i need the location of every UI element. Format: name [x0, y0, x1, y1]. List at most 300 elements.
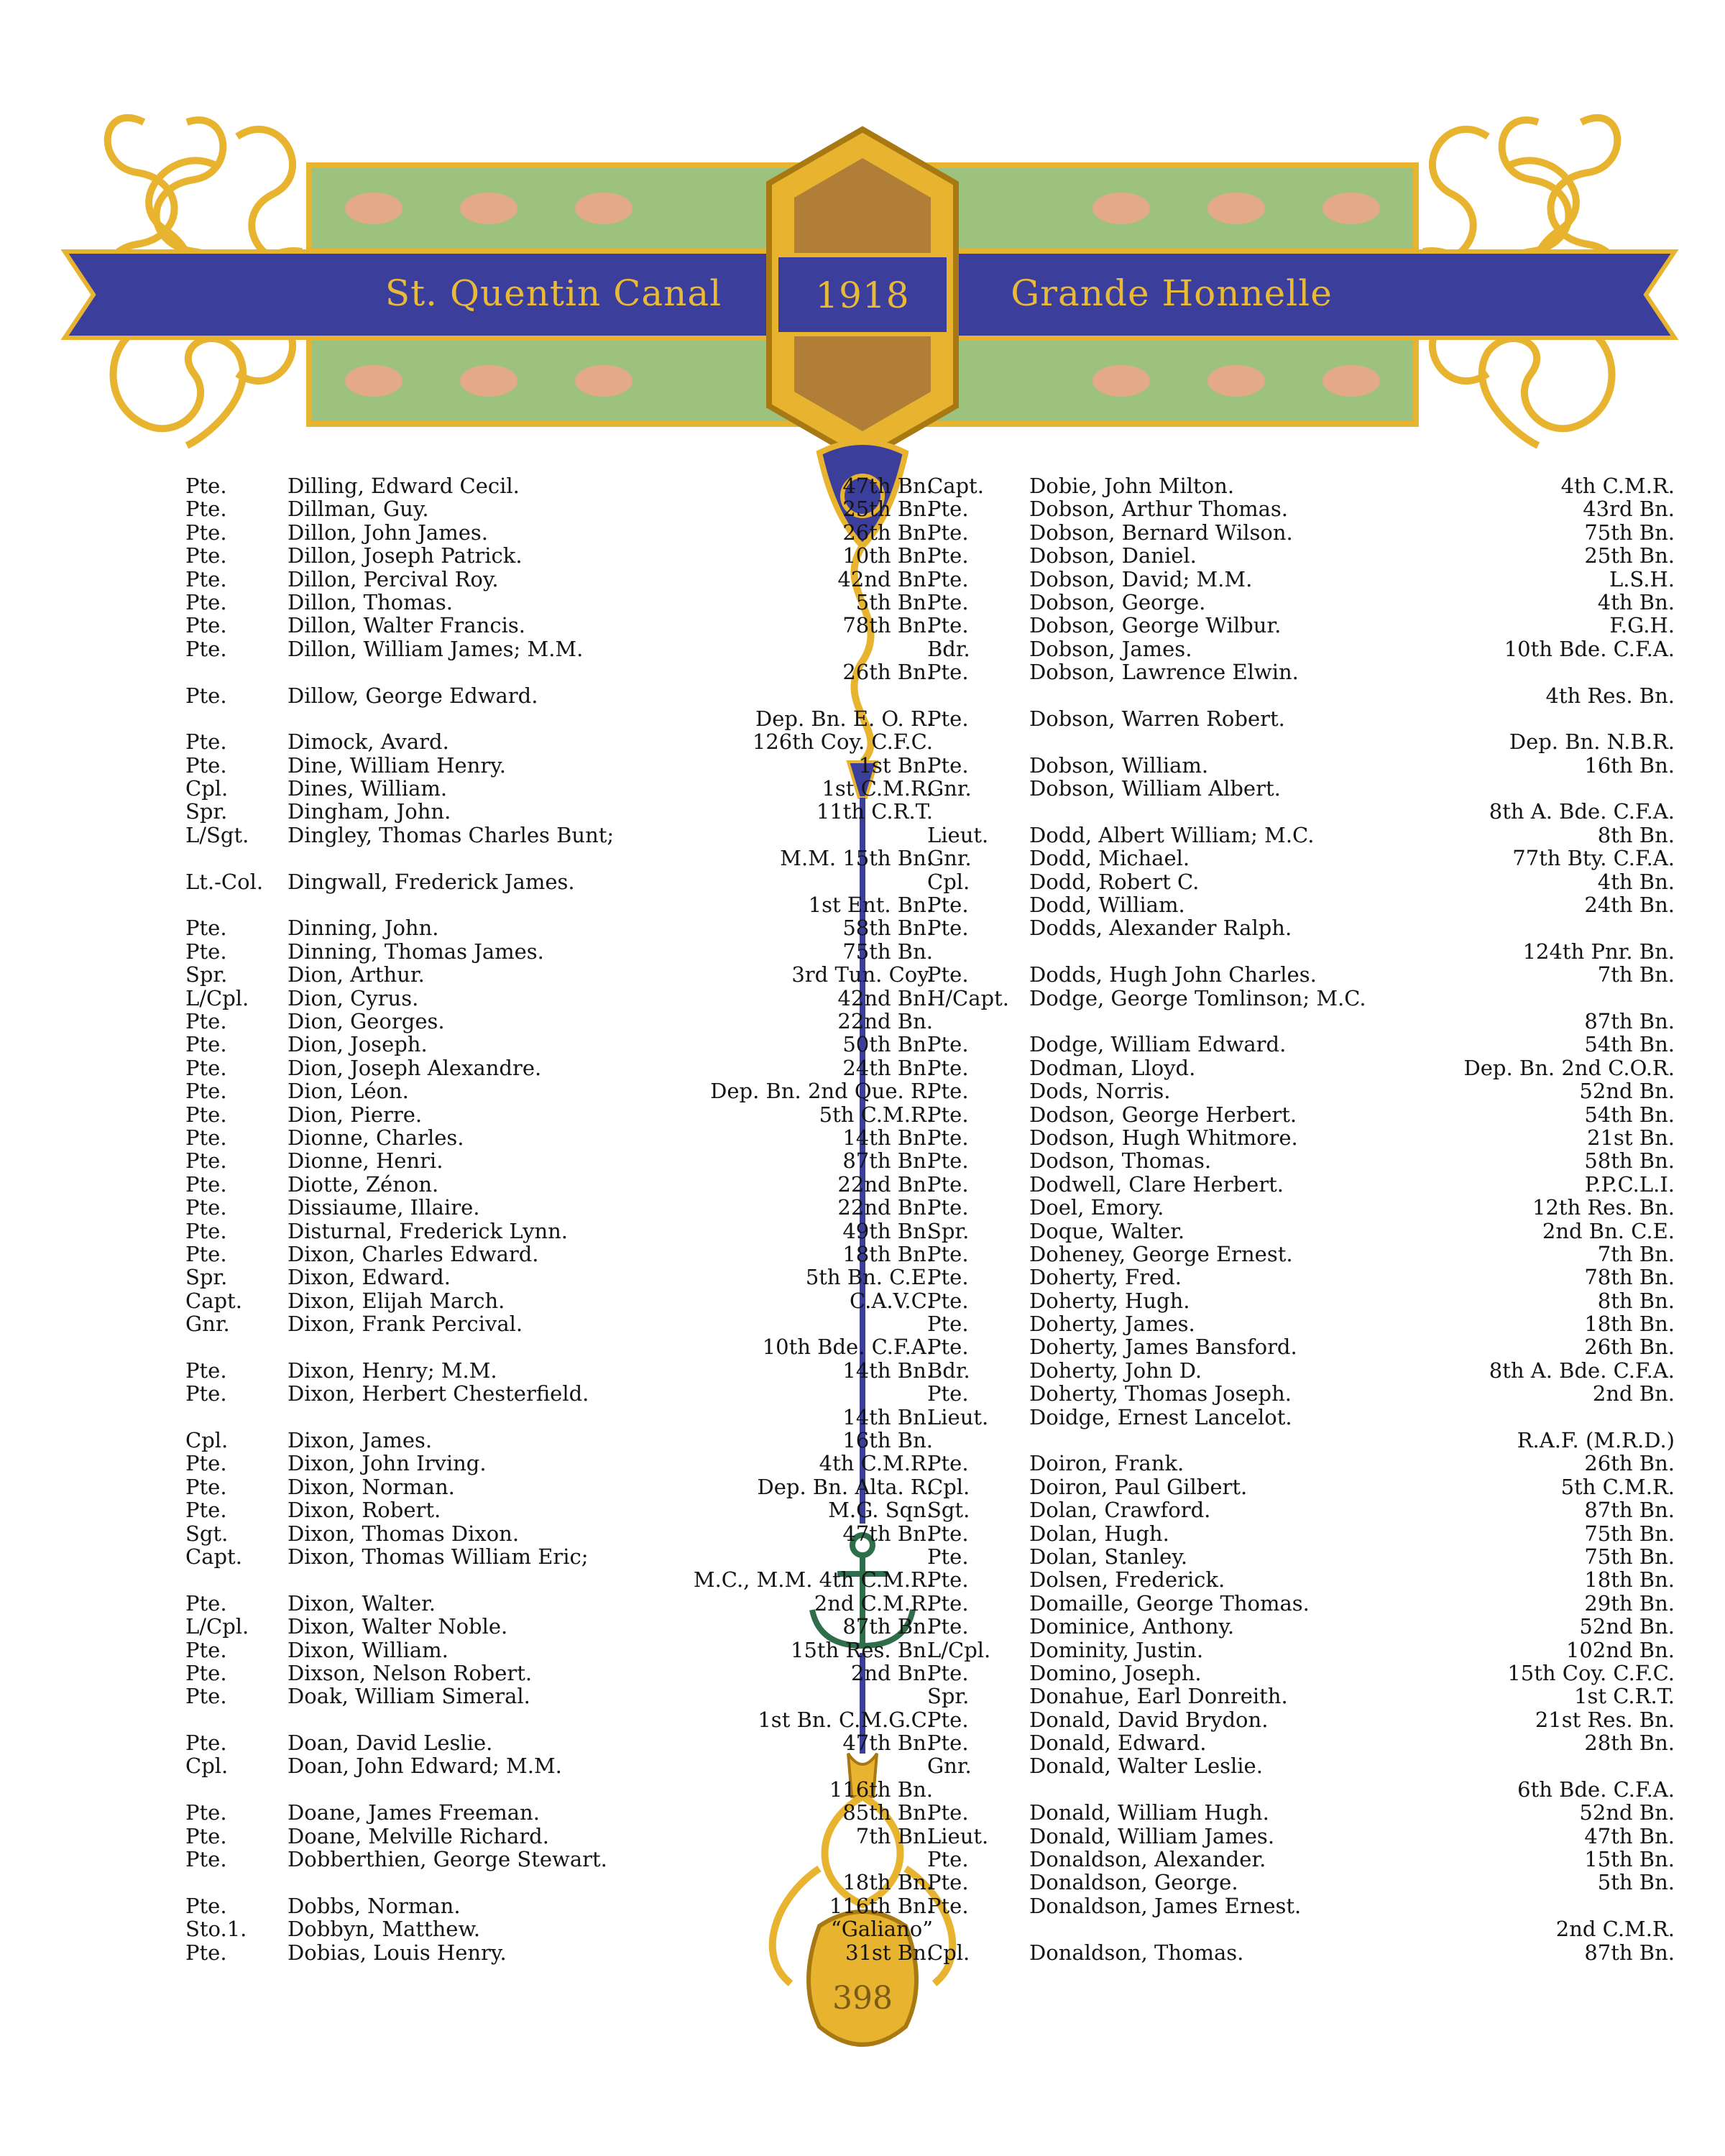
roll-entry-continuation [185, 707, 933, 730]
unit-label: 28th Bn. [1584, 1731, 1675, 1756]
unit-label-continued: 8th A. Bde. C.F.A. [1489, 799, 1675, 824]
rank-label: Pte. [927, 1265, 969, 1290]
roll-entry-line [185, 1033, 933, 1056]
unit-label-continued: 26th Bn. [842, 660, 933, 685]
soldier-name: Doherty, James Bansford. [1029, 1335, 1297, 1360]
roll-entry [185, 637, 933, 684]
unit-label: 5th Bn. [1597, 1870, 1675, 1895]
roll-entry-line [185, 1475, 933, 1498]
soldier-name: Dion, Pierre. [288, 1102, 423, 1127]
roll-entry-line [185, 1289, 933, 1312]
rank-label: Pte. [927, 1381, 969, 1406]
unit-label: Dep. Bn. Alta. R. [757, 1474, 933, 1499]
roll-entry-line [927, 1708, 1675, 1731]
roll-entry-line [927, 1382, 1675, 1405]
roll-entry-line [185, 1825, 933, 1848]
roll-entry-continuation [185, 1568, 933, 1591]
roll-entry [185, 870, 933, 917]
roll-entry [927, 987, 1675, 1033]
roll-entry-line [185, 1243, 933, 1266]
rank-label: Capt. [185, 1288, 242, 1313]
rank-label: Pte. [185, 729, 227, 755]
roll-entry-line [927, 637, 1675, 660]
rank-label: Pte. [185, 939, 227, 964]
roll-entry-line [927, 1639, 1675, 1662]
roll-entry-line [927, 1801, 1675, 1824]
rank-label: Lieut. [927, 1823, 989, 1848]
soldier-name: Dion, Georges. [288, 1008, 445, 1033]
soldier-name: Dine, William Henry. [288, 752, 506, 778]
roll-entry [927, 1382, 1675, 1405]
rank-label: Cpl. [185, 1428, 229, 1453]
roll-entry [185, 614, 933, 637]
rank-label: L/Sgt. [185, 822, 249, 847]
roll-entry-line [927, 1312, 1675, 1335]
rank-label: Pte. [927, 1125, 969, 1150]
rank-label: Pte. [185, 1032, 227, 1057]
roll-entry [927, 591, 1675, 614]
unit-label: 1st C.R.T. [1574, 1684, 1675, 1709]
rank-label: Spr. [185, 962, 228, 987]
unit-label: 87th Bn. [1584, 1940, 1675, 1965]
soldier-name: Dixon, Henry; M.M. [288, 1358, 497, 1383]
soldier-name: Dillon, Joseph Patrick. [288, 543, 523, 568]
roll-entry [927, 777, 1675, 824]
soldier-name: Dodd, Michael. [1029, 846, 1190, 871]
soldier-name: Dobson, William. [1029, 752, 1209, 778]
roll-entry-line [185, 1754, 933, 1777]
soldier-name: Dobson, Warren Robert. [1029, 706, 1285, 731]
unit-label: 47th Bn. [1584, 1823, 1675, 1848]
roll-entry-line [927, 497, 1675, 520]
rank-label: Pte. [927, 1521, 969, 1546]
rank-label: Pte. [185, 1195, 227, 1220]
roll-entry [927, 1685, 1675, 1708]
roll-entry [927, 1894, 1675, 1941]
roll-entry-line [927, 1568, 1675, 1591]
rank-label: Sgt. [927, 1498, 970, 1523]
roll-entry-line [185, 1662, 933, 1685]
roll-entry [927, 1848, 1675, 1871]
unit-label: 2nd Bn. C.E. [1542, 1218, 1675, 1243]
roll-entry [927, 1522, 1675, 1545]
roll-entry [185, 1731, 933, 1754]
roll-entry-continuation [185, 847, 933, 870]
roll-entry [927, 1708, 1675, 1731]
roll-entry-line [927, 1545, 1675, 1568]
soldier-name: Dods, Norris. [1029, 1079, 1171, 1104]
roll-entry [185, 963, 933, 986]
unit-label: 85th Bn. [842, 1800, 933, 1825]
roll-entry [927, 707, 1675, 754]
unit-label: “Galiano” [830, 1917, 933, 1942]
roll-entry [185, 824, 933, 870]
soldier-name: Dodwell, Clare Herbert. [1029, 1171, 1284, 1197]
roll-entry-line [927, 1592, 1675, 1615]
rank-label: Pte. [185, 636, 227, 661]
roll-entry [927, 1103, 1675, 1126]
roll-entry [185, 1149, 933, 1172]
roll-entry-line [185, 940, 933, 963]
rank-label: Cpl. [927, 1474, 970, 1499]
soldier-name: Dillon, Walter Francis. [288, 613, 525, 638]
roll-entry-line [927, 1754, 1675, 1777]
rank-label: Cpl. [927, 869, 970, 894]
soldier-name: Donaldson, Alexander. [1029, 1847, 1266, 1872]
soldier-name: Donahue, Earl Donreith. [1029, 1684, 1288, 1709]
soldier-name: Dixon, Elijah March. [288, 1288, 505, 1313]
rank-label: Pte. [927, 752, 969, 778]
roll-entry-line [185, 1685, 933, 1708]
unit-label-continued: 10th Bde. C.F.A. [762, 1335, 933, 1360]
soldier-name: Doiron, Frank. [1029, 1451, 1184, 1476]
soldier-name: Dixon, Walter. [288, 1590, 436, 1616]
roll-entry [927, 1149, 1675, 1172]
roll-entry-line [185, 1801, 933, 1824]
roll-entry [927, 474, 1675, 497]
soldier-name: Dixon, Herbert Chesterfield. [288, 1381, 589, 1406]
soldier-name: Dillow, George Edward. [288, 683, 538, 708]
unit-label-continued: Dep. Bn. E. O. R. [755, 706, 933, 731]
soldier-name: Dodson, Hugh Whitmore. [1029, 1125, 1298, 1150]
roll-entry-line [927, 614, 1675, 637]
soldier-name: Donald, David Brydon. [1029, 1707, 1269, 1732]
roll-entry [927, 1220, 1675, 1243]
page-number: 398 [832, 1980, 893, 2017]
roll-entry-line [927, 1289, 1675, 1312]
unit-label: 4th C.M.R. [819, 1451, 933, 1476]
unit-label: 15th Res. Bn. [791, 1637, 933, 1662]
unit-label: 49th Bn. [842, 1218, 933, 1243]
roll-entry-line [185, 1103, 933, 1126]
soldier-name: Dodds, Alexander Ralph. [1029, 916, 1292, 941]
unit-label: 29th Bn. [1584, 1590, 1675, 1616]
roll-entry-continuation [185, 1778, 933, 1801]
rank-label: L/Cpl. [927, 1637, 991, 1662]
soldier-name: Dominice, Anthony. [1029, 1614, 1235, 1639]
roll-entry [927, 893, 1675, 916]
rank-label: Pte. [927, 1893, 969, 1918]
roll-entry [185, 1079, 933, 1102]
soldier-name: Dominity, Justin. [1029, 1637, 1204, 1662]
unit-label: 54th Bn. [1584, 1102, 1675, 1127]
roll-entry-line [185, 1894, 933, 1917]
unit-label: 77th Bty. C.F.A. [1512, 846, 1675, 871]
roll-entry [185, 1592, 933, 1615]
rank-label: Spr. [185, 1265, 228, 1290]
roll-entry [927, 1941, 1675, 1964]
rank-label: Pte. [927, 1288, 969, 1313]
unit-label: 16th Bn. [1584, 752, 1675, 778]
unit-label: 78th Bn. [842, 613, 933, 638]
rank-label: Cpl. [927, 1940, 970, 1965]
soldier-name: Doidge, Ernest Lancelot. [1029, 1404, 1292, 1429]
roll-entry-line [927, 1475, 1675, 1498]
unit-label: 116th Bn. [829, 1893, 933, 1918]
roll-entry-continuation [927, 1010, 1675, 1033]
rank-label: Pte. [185, 1800, 227, 1825]
roll-entry [185, 1825, 933, 1848]
unit-label: 14th Bn. [842, 1125, 933, 1150]
rank-label: Capt. [185, 1544, 242, 1569]
roll-entry-line [185, 1010, 933, 1033]
unit-label: 25th Bn. [1584, 543, 1675, 568]
roll-entry [185, 1545, 933, 1592]
unit-label: 58th Bn. [842, 916, 933, 941]
roll-entry [185, 1010, 933, 1033]
roll-entry [185, 940, 933, 963]
rank-label: Pte. [185, 1079, 227, 1104]
rank-label: Pte. [185, 1171, 227, 1197]
roll-entry-line [927, 1894, 1675, 1917]
unit-label: 7th Bn. [1597, 1241, 1675, 1266]
roll-entry [927, 1079, 1675, 1102]
roll-entry-line [185, 987, 933, 1010]
roll-entry-line [927, 544, 1675, 567]
roll-entry [185, 1801, 933, 1824]
soldier-name: Dixon, Charles Edward. [288, 1241, 539, 1266]
roll-entry-continuation [185, 1335, 933, 1358]
unit-label: 15th Bn. [1584, 1847, 1675, 1872]
rank-label: Pte. [927, 1195, 969, 1220]
unit-label-continued: 18th Bn. [842, 1870, 933, 1895]
unit-label: 50th Bn. [842, 1032, 933, 1057]
unit-label: 1st C.M.R. [822, 776, 933, 801]
unit-label-continued: M.C., M.M. 4th C.M.R. [693, 1567, 933, 1593]
unit-label: 21st Res. Bn. [1535, 1707, 1675, 1732]
roll-entry-continuation [927, 1778, 1675, 1801]
soldier-name: Dixon, Norman. [288, 1474, 455, 1499]
roll-entry [185, 730, 933, 753]
roll-entry-line [927, 474, 1675, 497]
rank-label: Pte. [927, 1800, 969, 1825]
soldier-name: Dingley, Thomas Charles Bunt; [288, 822, 615, 847]
rank-label: Gnr. [185, 1312, 230, 1337]
rank-label: Pte. [185, 543, 227, 568]
roll-entry [927, 1615, 1675, 1638]
unit-label: 102nd Bn. [1565, 1637, 1675, 1662]
unit-label: 22nd Bn. [837, 1171, 933, 1197]
unit-label: Dep. Bn. 2nd C.O.R. [1463, 1055, 1675, 1080]
unit-label: 4th Bn. [1597, 869, 1675, 894]
unit-label: 87th Bn. [1584, 1498, 1675, 1523]
rank-label: Cpl. [185, 1754, 229, 1779]
rank-label: Bdr. [927, 636, 970, 661]
roll-entry-line [185, 1452, 933, 1475]
roll-entry-line [927, 1149, 1675, 1172]
unit-label: 8th Bn. [1597, 822, 1675, 847]
soldier-name: Doan, John Edward; M.M. [288, 1754, 562, 1779]
unit-label: 8th A. Bde. C.F.A. [1489, 1358, 1675, 1383]
roll-entry-line [927, 1126, 1675, 1149]
roll-entry [927, 1056, 1675, 1079]
rank-label: Pte. [185, 1660, 227, 1685]
unit-label: 5th C.M.R. [819, 1102, 933, 1127]
rank-label: Pte. [927, 1312, 969, 1337]
roll-entry [927, 847, 1675, 870]
roll-entry-line [185, 730, 933, 753]
banner-left-text: St. Quentin Canal [385, 272, 722, 314]
unit-label: 24th Bn. [842, 1055, 933, 1080]
rank-label: Pte. [185, 752, 227, 778]
rank-label: Pte. [185, 1218, 227, 1243]
roll-entry-line [185, 800, 933, 823]
roll-entry [185, 1196, 933, 1219]
roll-entry-line [927, 1266, 1675, 1289]
rank-label: Pte. [927, 543, 969, 568]
roll-entry [927, 1662, 1675, 1685]
unit-label: Dep. Bn. 2nd Que. R. [710, 1079, 933, 1104]
unit-label: L.S.H. [1609, 566, 1675, 591]
unit-label-continued: 124th Pnr. Bn. [1522, 939, 1675, 964]
roll-entry-line [927, 1243, 1675, 1266]
rank-label: H/Capt. [927, 985, 1009, 1010]
unit-label: 87th Bn. [842, 1614, 933, 1639]
rank-label: Pte. [185, 683, 227, 708]
rank-label: Pte. [927, 566, 969, 591]
unit-label: 42nd Bn. [837, 985, 933, 1010]
roll-entry [185, 754, 933, 777]
unit-label: 8th Bn. [1597, 1288, 1675, 1313]
soldier-name: Doane, James Freeman. [288, 1800, 540, 1825]
right-name-column [927, 474, 1675, 1964]
roll-entry-line [927, 1825, 1675, 1848]
unit-label: 75th Bn. [1584, 1544, 1675, 1569]
soldier-name: Dobson, George. [1029, 589, 1206, 614]
roll-entry [185, 497, 933, 520]
roll-entry-line [927, 987, 1675, 1010]
soldier-name: Dionne, Charles. [288, 1125, 464, 1150]
roll-entry-line [185, 754, 933, 777]
rank-label: Pte. [927, 1335, 969, 1360]
roll-entry [927, 916, 1675, 963]
rank-label: Gnr. [927, 776, 972, 801]
roll-entry-line [185, 1848, 933, 1871]
unit-label: 2nd C.M.R. [814, 1590, 933, 1616]
roll-entry [927, 1452, 1675, 1475]
roll-entry-line [185, 1592, 933, 1615]
roll-entry-line [185, 1056, 933, 1079]
roll-entry [185, 1917, 933, 1940]
unit-label: 25th Bn. [842, 497, 933, 522]
roll-entry-line [927, 1173, 1675, 1196]
roll-entry-line [927, 591, 1675, 614]
roll-entry-continuation [927, 1429, 1675, 1452]
soldier-name: Dobson, Lawrence Elwin. [1029, 660, 1299, 685]
rank-label: Pte. [185, 1637, 227, 1662]
rank-label: Lt.-Col. [185, 869, 264, 894]
roll-entry-line [927, 1103, 1675, 1126]
roll-entry [185, 1522, 933, 1545]
rank-label: Pte. [927, 706, 969, 731]
roll-entry [927, 614, 1675, 637]
unit-label: 10th Bn. [842, 543, 933, 568]
unit-label: 2nd Bn. [1592, 1381, 1675, 1406]
soldier-name: Dolsen, Frederick. [1029, 1567, 1225, 1593]
soldier-name: Doan, David Leslie. [288, 1731, 493, 1756]
rank-label: Pte. [185, 1102, 227, 1127]
roll-entry [185, 1848, 933, 1894]
roll-entry-line [927, 1359, 1675, 1382]
rank-label: Pte. [927, 893, 969, 918]
unit-label-continued: R.A.F. (M.R.D.) [1517, 1428, 1675, 1453]
soldier-name: Dodson, Thomas. [1029, 1148, 1212, 1174]
roll-entry-line [927, 521, 1675, 544]
roll-entry-line [185, 1126, 933, 1149]
roll-entry-line [185, 1429, 933, 1452]
rank-label: Gnr. [927, 1754, 972, 1779]
unit-label-continued: 14th Bn. [842, 1404, 933, 1429]
roll-entry [185, 1033, 933, 1056]
roll-entry [927, 1801, 1675, 1824]
roll-entry-line [927, 1079, 1675, 1102]
unit-label: 3rd Tun. Coy. [791, 962, 933, 987]
soldier-name: Donald, Edward. [1029, 1731, 1207, 1756]
roll-entry [185, 987, 933, 1010]
soldier-name: Dobson, James. [1029, 636, 1192, 661]
rank-label: Pte. [927, 613, 969, 638]
roll-entry-line [185, 1220, 933, 1243]
unit-label: 21st Bn. [1587, 1125, 1675, 1150]
unit-label: 52nd Bn. [1579, 1800, 1675, 1825]
unit-label: 87th Bn. [842, 1148, 933, 1174]
unit-label: 24th Bn. [1584, 893, 1675, 918]
rank-label: Pte. [927, 1567, 969, 1593]
roll-entry [185, 1056, 933, 1079]
roll-entry [927, 1545, 1675, 1568]
rank-label: Pte. [927, 1241, 969, 1266]
rank-label: Pte. [185, 566, 227, 591]
roll-entry [185, 1266, 933, 1289]
soldier-name: Dion, Cyrus. [288, 985, 419, 1010]
roll-entry [185, 1685, 933, 1731]
unit-label: 54th Bn. [1584, 1032, 1675, 1057]
unit-label: 16th Bn. [842, 1428, 933, 1453]
roll-entry [185, 591, 933, 614]
unit-label: 58th Bn. [1584, 1148, 1675, 1174]
roll-entry-line [185, 1917, 933, 1940]
roll-entry-line [927, 707, 1675, 730]
roll-entry-continuation [185, 893, 933, 916]
rank-label: Spr. [185, 799, 228, 824]
unit-label: 2nd Bn. [850, 1660, 933, 1685]
rank-label: Pte. [927, 497, 969, 522]
roll-entry-line [185, 1149, 933, 1172]
unit-label: 78th Bn. [1584, 1265, 1675, 1290]
roll-entry-line [185, 684, 933, 707]
soldier-name: Disturnal, Frederick Lynn. [288, 1218, 569, 1243]
unit-label: 18th Bn. [842, 1241, 933, 1266]
roll-entry [927, 544, 1675, 567]
roll-entry [927, 1498, 1675, 1521]
unit-label: 14th Bn. [842, 1358, 933, 1383]
roll-entry-line [927, 824, 1675, 847]
soldier-name: Doel, Emory. [1029, 1195, 1164, 1220]
roll-entry [185, 474, 933, 497]
soldier-name: Dixon, James. [288, 1428, 433, 1453]
roll-entry-line [185, 1941, 933, 1964]
roll-entry-line [927, 1196, 1675, 1219]
rank-label: Pte. [185, 1358, 227, 1383]
roll-entry [185, 1429, 933, 1452]
soldier-name: Dixon, Walter Noble. [288, 1614, 508, 1639]
soldier-name: Dobson, Daniel. [1029, 543, 1197, 568]
roll-entry [185, 800, 933, 823]
roll-entry [185, 1103, 933, 1126]
unit-label: 26th Bn. [842, 520, 933, 545]
soldier-name: Dion, Arthur. [288, 962, 425, 987]
unit-label: 52nd Bn. [1579, 1079, 1675, 1104]
